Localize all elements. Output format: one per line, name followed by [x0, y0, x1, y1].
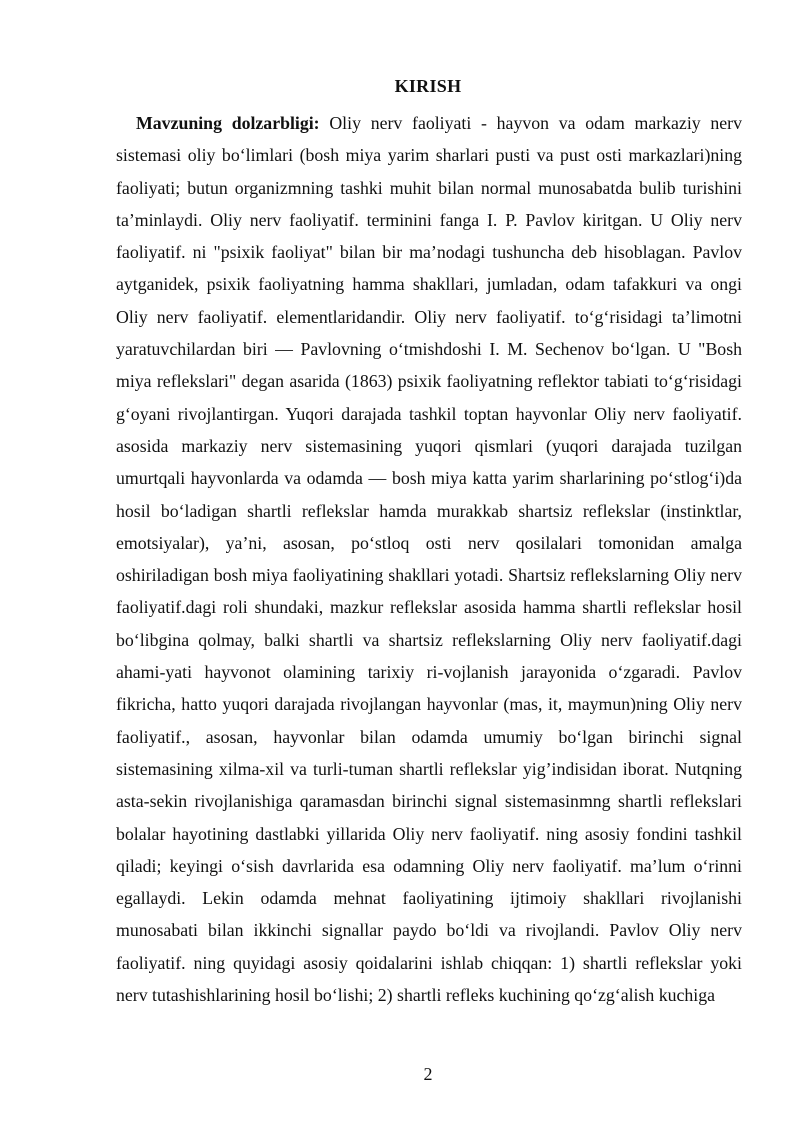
page-number: 2: [423, 1064, 433, 1084]
paragraph-text: Oliy nerv faoliyati - hayvon va odam markaziy nerv sistemasi oliy boʻlimlari (bosh miya yarim sharlari pusti va pust osti markazlari)ning faoliyati; butun organizmning tashki muhit bilan normal munosabatda bulib turishini taʼminlaydi. Oliy nerv faoliyatif. terminini fanga I. P. Pavlov kiritgan. U Oliy nerv faoliyatif. ni "psixik faoliyat" bilan bir maʼnodagi tushuncha deb hisoblagan. Pavlov aytganidek, psixik faoliyatning hamma shakllari, jumladan, odam tafakkuri va ongi Oliy nerv faoliyatif. elementlaridandir. Oliy nerv faoliyatif. toʻgʻrisidagi taʼlimotni yaratuvchilardan biri — Pavlovning oʻtmishdoshi I. M. Sechenov boʻlgan. U "Bosh miya reflekslari" degan asarida (1863) psixik faoliyatning reflektor tabiati toʻgʻrisidagi gʻoyani rivojlantirgan. Yuqori darajada tashkil toptan hayvonlar Oliy nerv faoliyatif. asosida markaziy nerv sistemasining yuqori qismlari (yuqori darajada tuzilgan umurtqali hayvonlarda va odamda — bosh miya katta yarim sharlarining poʻstlogʻi)da hosil boʻladigan shartli reflekslar hamda murakkab shartsiz reflekslar (instinktlar, emotsiyalar), yaʼni, asosan, poʻstloq osti nerv qosilalari tomonidan amalga oshiriladigan bosh miya faoliyatining shakllari yotadi. Shartsiz reflekslarning Oliy nerv faoliyatif.dagi roli shundaki, mazkur reflekslar asosida hamma shartli reflekslar hosil boʻlibgina qolmay, balki shartli va shartsiz reflekslarning Oliy nerv faoliyatif.dagi ahami-yati hayvonot olamining tarixiy ri-vojlanish jarayonida oʻzgaradi. Pavlov fikricha, hatto yuqori darajada rivojlangan hayvonlar (mas, it, maymun)ning Oliy nerv faoliyatif., asosan, hayvonlar bilan odamda umumiy boʻlgan birinchi signal sistemasining xilma-xil va turli-tuman shartli reflekslar yigʼindisidan iborat. Nutqning asta-sekin rivojlanishiga qaramasdan birinchi signal sistemasinmng shartli reflekslari bolalar hayotining dastlabki yillarida Oliy nerv faoliyatif. ning asosiy fondini tashkil qiladi; keyingi oʻsish davrlarida esa odamning Oliy nerv faoliyatif. maʼlum oʻrinni egallaydi. Lekin odamda mehnat faoliyatining ijtimoiy shakllari rivojlanishi munosabati bilan ikkinchi signallar paydo boʻldi va rivojlandi. Pavlov Oliy nerv faoliyatif. ning quyidagi asosiy qoidalarini ishlab chiqqan: 1) shartli reflekslar yoki nerv tutashishlarining hosil boʻlishi; 2) shartli refleks kuchining qoʻzgʻalish kuchiga: [116, 113, 742, 1006]
lead-heading: Mavzuning dolzarbligi:: [136, 113, 320, 133]
page-title: KIRISH: [394, 76, 462, 96]
body-paragraph: [116, 107, 742, 1011]
